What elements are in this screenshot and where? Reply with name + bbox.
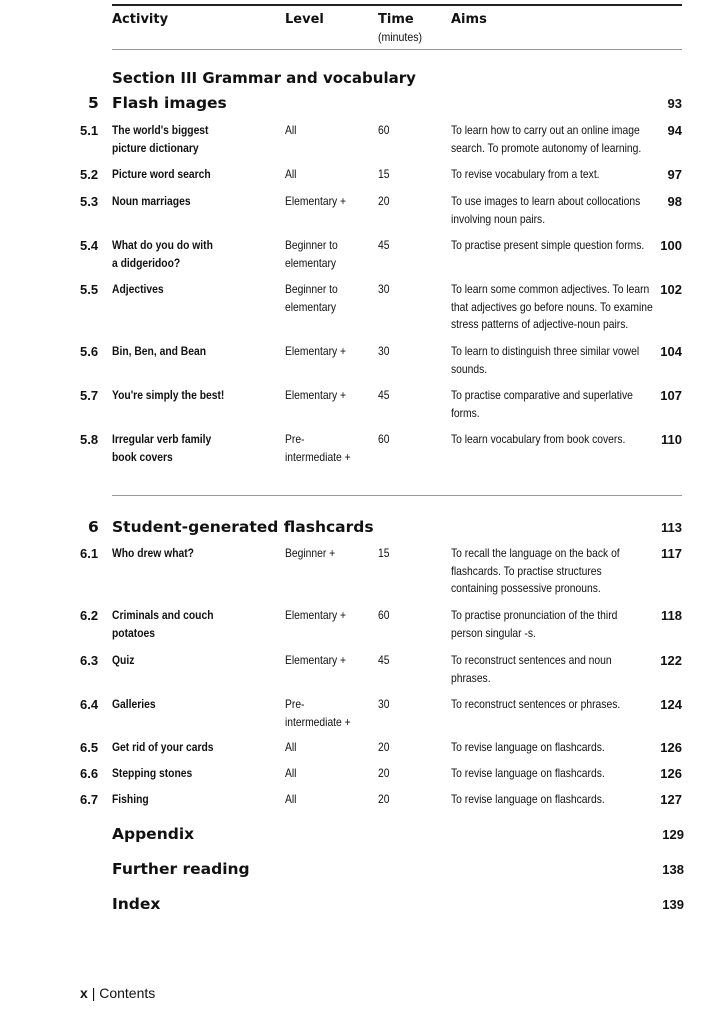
entry-number: 6.3 <box>80 653 99 668</box>
entry-title: Noun marriages <box>112 194 191 208</box>
entry-time: 30 <box>378 697 390 711</box>
entry-aims: To practise present simple question forms. <box>451 238 645 252</box>
entry-level: Elementary + <box>285 608 347 622</box>
entry-number: 5.8 <box>80 432 99 447</box>
entry-aims: sounds. <box>451 361 488 376</box>
page-footer <box>80 984 155 1002</box>
entry-time: 60 <box>378 608 390 622</box>
entry-aims: person singular -s. <box>451 625 536 640</box>
chapter-page: 93 <box>667 96 682 111</box>
entry-aims: To revise vocabulary from a text. <box>451 167 600 181</box>
entry-title: a didgeridoo? <box>112 255 181 270</box>
chapter-title: Flash images <box>112 94 227 112</box>
entry-page: 102 <box>660 282 682 297</box>
entry-title: Irregular verb family <box>112 432 212 446</box>
column-header-activity: Activity <box>112 12 169 27</box>
entry-title: Stepping stones <box>112 766 193 780</box>
entry-level: intermediate + <box>285 714 351 729</box>
entry-page: 97 <box>667 167 682 182</box>
entry-time: 20 <box>378 740 390 754</box>
entry-title: potatoes <box>112 625 156 640</box>
back-matter-title: Further reading <box>112 860 250 878</box>
entry-aims: To learn how to carry out an online image <box>451 123 640 137</box>
entry-level: Elementary + <box>285 388 347 402</box>
entry-number: 6.1 <box>80 546 99 561</box>
entry-title: Galleries <box>112 697 156 711</box>
entry-aims: To revise language on flashcards. <box>451 740 605 754</box>
entry-page: 126 <box>660 740 682 755</box>
entry-number: 6.5 <box>80 740 99 755</box>
entry-time: 15 <box>378 546 390 560</box>
entry-title: picture dictionary <box>112 140 199 155</box>
entry-number: 5.3 <box>80 194 99 209</box>
back-matter-title: Appendix <box>112 825 195 843</box>
entry-level: Beginner + <box>285 546 336 560</box>
entry-title: Quiz <box>112 653 135 667</box>
entry-title: Fishing <box>112 792 149 806</box>
entry-page: 98 <box>667 194 682 209</box>
footer-separator: | <box>91 985 96 1001</box>
entry-title: Picture word search <box>112 167 211 181</box>
column-header-time: Time <box>378 12 414 27</box>
entry-number: 5.2 <box>80 167 99 182</box>
chapter-page: 113 <box>661 520 682 535</box>
entry-time: 15 <box>378 167 390 181</box>
entry-aims: To reconstruct sentences and noun <box>451 653 612 667</box>
entry-level: Pre- <box>285 432 305 446</box>
entry-level: All <box>285 792 297 806</box>
entry-number: 5.5 <box>80 282 99 297</box>
entry-aims: flashcards. To practise structures <box>451 563 602 578</box>
entry-aims: To learn to distinguish three similar vowel <box>451 344 640 358</box>
header-top-rule <box>112 4 682 6</box>
entry-number: 6.7 <box>80 792 99 807</box>
entry-aims: forms. <box>451 405 480 420</box>
entry-level: Elementary + <box>285 194 347 208</box>
entry-aims: To practise pronunciation of the third <box>451 608 618 622</box>
entry-title: The world's biggest <box>112 123 209 137</box>
entry-title: Criminals and couch <box>112 608 214 622</box>
entry-level: Beginner to <box>285 282 338 296</box>
footer-label: Contents <box>99 985 156 1001</box>
entry-page: 104 <box>660 344 682 359</box>
entry-number: 6.2 <box>80 608 99 623</box>
page-numeral: x <box>80 985 88 1001</box>
entry-page: 100 <box>660 238 682 253</box>
entry-time: 45 <box>378 653 390 667</box>
entry-time: 45 <box>378 238 390 252</box>
entry-aims: stress patterns of adjective-noun pairs. <box>451 317 629 331</box>
chapter-title: Student-generated flashcards <box>112 518 374 536</box>
entry-aims: that adjectives go before nouns. To examine <box>451 299 653 314</box>
back-matter-page: 138 <box>662 862 684 877</box>
entry-level: Elementary + <box>285 653 347 667</box>
back-matter-title: Index <box>112 895 161 913</box>
entry-title: Bin, Ben, and Bean <box>112 344 207 358</box>
back-matter-page: 139 <box>662 897 684 912</box>
entry-time: 60 <box>378 123 390 137</box>
entry-number: 5.1 <box>80 123 99 138</box>
entry-page: 126 <box>660 766 682 781</box>
entry-level: Beginner to <box>285 238 338 252</box>
entry-page: 127 <box>660 792 682 807</box>
entry-number: 6.4 <box>80 697 99 712</box>
back-matter-page: 129 <box>662 827 684 842</box>
entry-number: 6.6 <box>80 766 99 781</box>
section-title: Section III Grammar and vocabulary <box>112 69 416 87</box>
entry-aims: To recall the language on the back of <box>451 546 620 560</box>
entry-aims: To learn some common adjectives. To learn <box>451 282 650 296</box>
entry-aims: phrases. <box>451 670 491 685</box>
entry-level: All <box>285 740 297 754</box>
entry-page: 110 <box>661 432 682 447</box>
entry-time: 20 <box>378 792 390 806</box>
entry-title: book covers <box>112 449 173 464</box>
chapter-number: 6 <box>88 518 99 536</box>
column-header-level: Level <box>285 12 324 27</box>
entry-aims: search. To promote autonomy of learning. <box>451 140 642 155</box>
entry-title: Get rid of your cards <box>112 740 214 754</box>
entry-number: 5.4 <box>80 238 99 253</box>
entry-aims: involving noun pairs. <box>451 211 546 226</box>
entry-page: 122 <box>660 653 682 668</box>
entry-level: Pre- <box>285 697 305 711</box>
column-header-aims: Aims <box>451 12 487 27</box>
entry-aims: To reconstruct sentences or phrases. <box>451 697 621 711</box>
entry-level: All <box>285 123 297 137</box>
entry-aims: To revise language on flashcards. <box>451 766 605 780</box>
entry-title: What do you do with <box>112 238 213 252</box>
entry-aims: To use images to learn about collocations <box>451 194 641 208</box>
entry-time: 20 <box>378 766 390 780</box>
entry-title: Adjectives <box>112 282 164 296</box>
column-header-time-unit: (minutes) <box>378 30 423 44</box>
entry-number: 5.6 <box>80 344 99 359</box>
entry-page: 124 <box>660 697 682 712</box>
entry-title: Who drew what? <box>112 546 194 560</box>
entry-level: All <box>285 167 297 181</box>
entry-level: elementary <box>285 299 337 314</box>
chapter-divider-rule <box>112 495 682 496</box>
entry-time: 45 <box>378 388 390 402</box>
entry-level: intermediate + <box>285 449 351 464</box>
entry-aims: To revise language on flashcards. <box>451 792 605 806</box>
entry-title: You're simply the best! <box>112 388 225 402</box>
entry-time: 20 <box>378 194 390 208</box>
entry-aims: To practise comparative and superlative <box>451 388 633 402</box>
entry-level: elementary <box>285 255 337 270</box>
entry-number: 5.7 <box>80 388 99 403</box>
entry-page: 94 <box>667 123 682 138</box>
header-bottom-rule <box>112 49 682 50</box>
entry-level: Elementary + <box>285 344 347 358</box>
chapter-number: 5 <box>88 94 99 112</box>
entry-time: 60 <box>378 432 390 446</box>
entry-time: 30 <box>378 344 390 358</box>
entry-page: 118 <box>661 608 682 623</box>
entry-aims: To learn vocabulary from book covers. <box>451 432 626 446</box>
entry-aims: containing possessive pronouns. <box>451 581 601 595</box>
entry-page: 107 <box>660 388 682 403</box>
entry-level: All <box>285 766 297 780</box>
entry-page: 117 <box>661 546 682 561</box>
entry-time: 30 <box>378 282 390 296</box>
